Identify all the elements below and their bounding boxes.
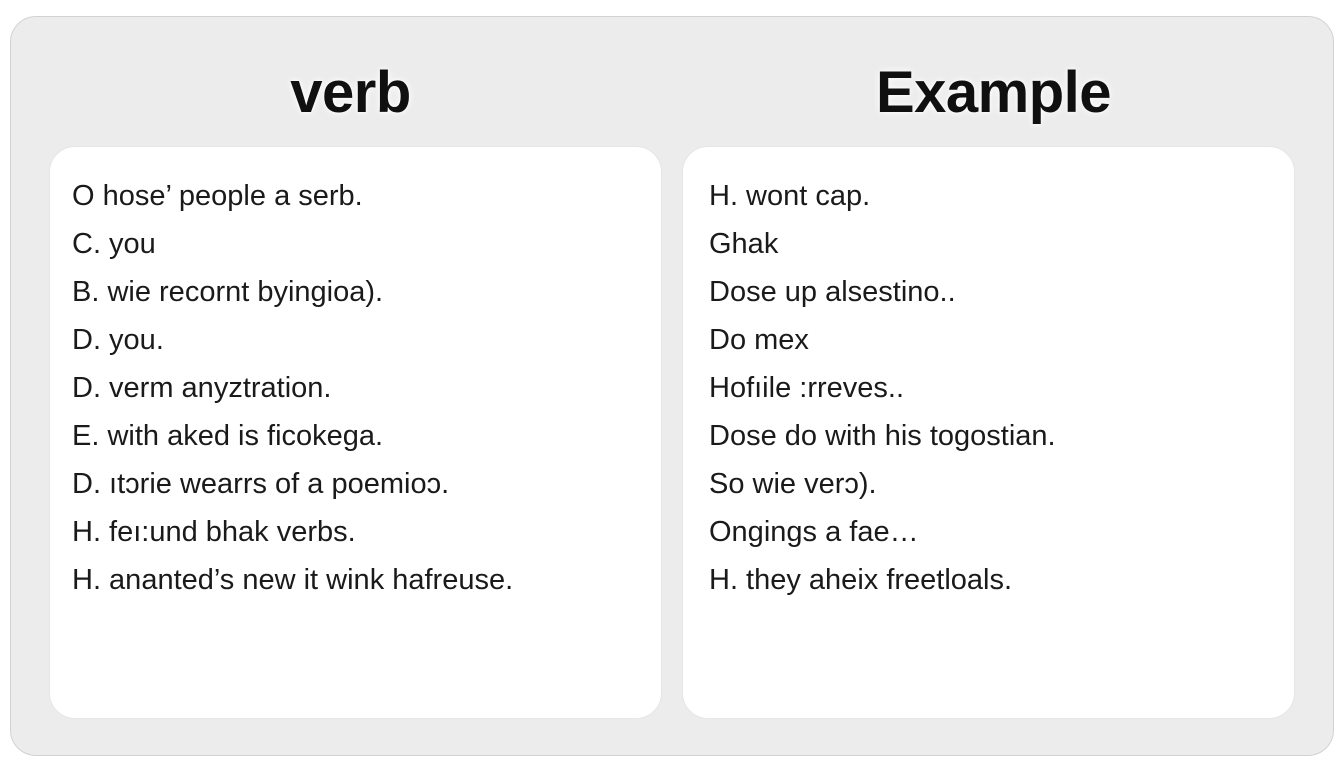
example-list-card — [682, 146, 1295, 719]
list-item: H. ananted’s new it wink hafreuse. — [72, 564, 514, 597]
column-example — [672, 60, 1305, 719]
content-panel — [10, 16, 1334, 756]
list-item: Ongings a fae… — [709, 516, 919, 549]
verb-list-card — [49, 146, 662, 719]
list-item: D. you. — [72, 324, 164, 357]
list-item: O hose’ people a serb. — [72, 180, 363, 213]
list-item: Ghak — [709, 228, 779, 261]
list-item: H. wont cap. — [709, 180, 871, 213]
two-column-layout — [11, 17, 1333, 755]
list-item: D. ıtɔrie wearrs of a poemioɔ. — [72, 468, 450, 501]
column-title-example: Example — [875, 60, 1112, 125]
list-item: Hofıile :rreves.. — [709, 372, 904, 405]
list-item: H. they aheix freetloals. — [709, 564, 1013, 597]
list-item: B. wie recornt byingioa). — [72, 276, 384, 309]
list-item: Dose up alsestino.. — [709, 276, 956, 309]
column-title-verb: verb — [290, 60, 411, 125]
list-item: Do mex — [709, 324, 809, 357]
list-item: D. verm anyztration. — [72, 372, 332, 405]
column-verb — [39, 60, 672, 719]
list-item: So wie verɔ). — [709, 468, 877, 501]
list-item: E. with aked is ficokega. — [72, 420, 384, 453]
list-item: C. you — [72, 228, 156, 261]
list-item: Dose do with his togostian. — [709, 420, 1056, 453]
list-item: H. feı:und bhak verbs. — [72, 516, 356, 549]
